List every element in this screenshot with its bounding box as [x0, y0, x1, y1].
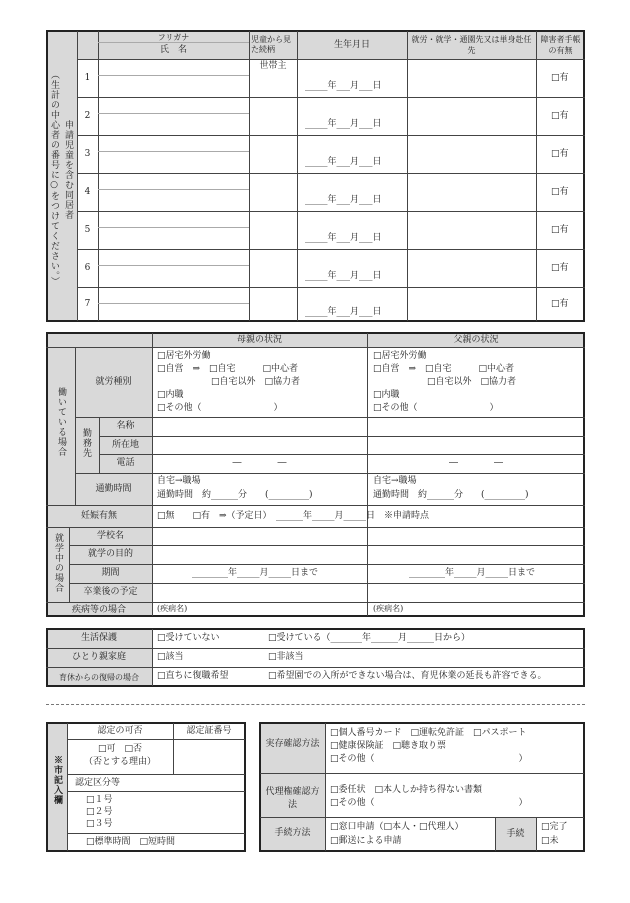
procedure-counter[interactable]: □窓口申請（□本人・□代理人）	[330, 822, 464, 832]
proxy-option-2[interactable]: □その他（ ）	[330, 798, 528, 808]
category-label: 認定区分等	[75, 778, 121, 788]
row-number: 5	[84, 225, 91, 235]
workplace-address-label: 所在地	[111, 440, 139, 450]
workplace-phone-label: 電話	[116, 458, 135, 468]
father-commute-time[interactable]: 通勤時間 約______分 (_________)	[373, 490, 529, 500]
birth-date[interactable]: _____年___月___日	[305, 157, 382, 167]
mother-self-employed-2[interactable]: □自宅以外 □協力者	[157, 377, 301, 387]
after-graduation-label: 卒業後の予定	[83, 587, 138, 597]
father-illness[interactable]: (疾病名)	[373, 604, 404, 613]
leave-extension-ok[interactable]: □希望園での入所ができない場合は、育児休業の延長も許容できる。	[268, 671, 547, 681]
procedure-method-label: 手続方法	[274, 828, 311, 838]
disability-checkbox[interactable]: □有	[551, 187, 569, 197]
father-commute-route: 自宅→職場	[373, 476, 417, 486]
birth-date[interactable]: _____年___月___日	[305, 271, 382, 281]
pregnancy-label: 妊娠有無	[80, 511, 117, 521]
father-piecework[interactable]: □内職	[373, 390, 400, 400]
disability-checkbox[interactable]: □有	[551, 225, 569, 235]
mother-period[interactable]: ________年_____月_____日まで	[192, 568, 319, 578]
pregnancy-options[interactable]: □無 □有 ⇒（予定日） ______年_____月_____日 ※申請時点	[157, 511, 430, 521]
birth-date[interactable]: _____年___月___日	[305, 307, 382, 317]
disability-checkbox[interactable]: □有	[551, 111, 569, 121]
mother-commute-route: 自宅→職場	[157, 476, 201, 486]
proxy-method-label: 代理権確認方法	[265, 787, 320, 810]
header-furigana: フリガナ	[157, 33, 190, 42]
father-self-employed[interactable]: □自営 ⇒ □自宅 □中心者	[373, 364, 515, 374]
id-option-3[interactable]: □その他（ ）	[330, 754, 528, 764]
mother-illness[interactable]: (疾病名)	[157, 604, 188, 613]
household-group-label: 申請児童を含む同居者	[63, 120, 73, 220]
birth-date[interactable]: _____年___月___日	[305, 195, 382, 205]
father-header: 父親の状況	[453, 335, 499, 345]
header-birth: 生年月日	[333, 40, 370, 50]
id-option-1[interactable]: □個人番号カード □運転免許証 □パスポート	[330, 728, 527, 738]
row-number: 2	[84, 111, 91, 121]
father-other[interactable]: □その他（ ）	[373, 403, 499, 413]
mother-work-outside[interactable]: □居宅外労働	[157, 351, 211, 361]
workplace-name-label: 名称	[116, 421, 135, 431]
single-parent-label: ひとり親家庭	[71, 652, 126, 662]
study-purpose-label: 就学の目的	[87, 549, 133, 559]
proxy-option-1[interactable]: □委任状 □本人しか持ち得ない書類	[330, 785, 483, 795]
welfare-receiving[interactable]: □受けている（_______年______月______日から）	[268, 633, 471, 643]
work-type-label: 就労種別	[95, 377, 132, 387]
approval-label: 認定の可否	[97, 726, 143, 736]
single-parent-no[interactable]: □非該当	[268, 652, 304, 662]
birth-date[interactable]: _____年___月___日	[305, 233, 382, 243]
disability-checkbox[interactable]: □有	[551, 263, 569, 273]
city-side-label: ※市記入欄	[52, 755, 62, 805]
cut-line	[46, 704, 585, 705]
period-label: 期間	[101, 568, 120, 578]
welfare-label: 生活保護	[80, 633, 117, 643]
birth-date[interactable]: _____年___月___日	[305, 119, 382, 129]
mother-piecework[interactable]: □内職	[157, 390, 184, 400]
childcare-leave-label: 育休からの復帰の場合	[59, 673, 139, 682]
illness-label: 疾病等の場合	[71, 605, 126, 615]
father-phone[interactable]: ― ―	[448, 458, 503, 468]
return-immediately[interactable]: □直ちに復職希望	[157, 671, 229, 681]
time-options[interactable]: □標準時間 □短時間	[86, 837, 176, 847]
study-label: 就学中の場合	[53, 533, 63, 593]
relation-head: 世帯主	[259, 61, 287, 71]
category-3[interactable]: □３号	[86, 819, 113, 829]
school-name-label: 学校名	[96, 531, 124, 541]
working-label: 働いている場合	[56, 387, 66, 457]
mother-header: 母親の状況	[236, 335, 282, 345]
category-2[interactable]: □２号	[86, 807, 113, 817]
approval-options[interactable]: □可 □否	[97, 744, 142, 754]
row-number: 6	[84, 263, 91, 273]
mother-self-employed[interactable]: □自営 ⇒ □自宅 □中心者	[157, 364, 299, 374]
header-work: 就労・就学・通園先又は単身赴任先	[411, 35, 532, 55]
disability-checkbox[interactable]: □有	[551, 73, 569, 83]
procedure-label: 手続	[506, 829, 525, 839]
cert-number-label: 認定証番号	[186, 726, 232, 736]
workplace-label: 勤務先	[81, 428, 91, 458]
row-number: 1	[84, 73, 91, 83]
mother-commute-time[interactable]: 通勤時間 約______分 (_________)	[157, 490, 313, 500]
header-name: 氏 名	[159, 45, 187, 55]
id-method-label: 実存確認方法	[265, 739, 320, 749]
id-option-2[interactable]: □健康保険証 □聴き取り票	[330, 741, 447, 751]
disability-checkbox[interactable]: □有	[551, 149, 569, 159]
procedure-done[interactable]: □完了	[541, 822, 568, 832]
header-relation: 児童から見た続柄	[251, 35, 291, 54]
birth-date[interactable]: _____年___月___日	[305, 81, 382, 91]
procedure-pending[interactable]: □未	[541, 836, 559, 846]
disability-checkbox[interactable]: □有	[551, 299, 569, 309]
welfare-not-receiving[interactable]: □受けていない	[157, 633, 220, 643]
rejection-reason: （否とする理由）	[83, 757, 156, 767]
father-self-employed-2[interactable]: □自宅以外 □協力者	[373, 377, 517, 387]
procedure-mail[interactable]: □郵送による申請	[330, 836, 402, 846]
header-disability: 障害者手帳の有無	[540, 35, 581, 55]
single-parent-yes[interactable]: □該当	[157, 652, 184, 662]
category-1[interactable]: □１号	[86, 795, 113, 805]
row-number: 4	[84, 187, 91, 197]
row-number: 7	[84, 299, 91, 309]
mother-other[interactable]: □その他（ ）	[157, 403, 283, 413]
commute-label: 通勤時間	[95, 484, 132, 494]
mother-phone[interactable]: ― ―	[232, 458, 287, 468]
household-side-label: （生計の中心者の番号に○をつけてください。）	[49, 70, 59, 287]
father-period[interactable]: ________年_____月_____日まで	[409, 568, 536, 578]
father-work-outside[interactable]: □居宅外労働	[373, 351, 427, 361]
row-number: 3	[84, 149, 91, 159]
